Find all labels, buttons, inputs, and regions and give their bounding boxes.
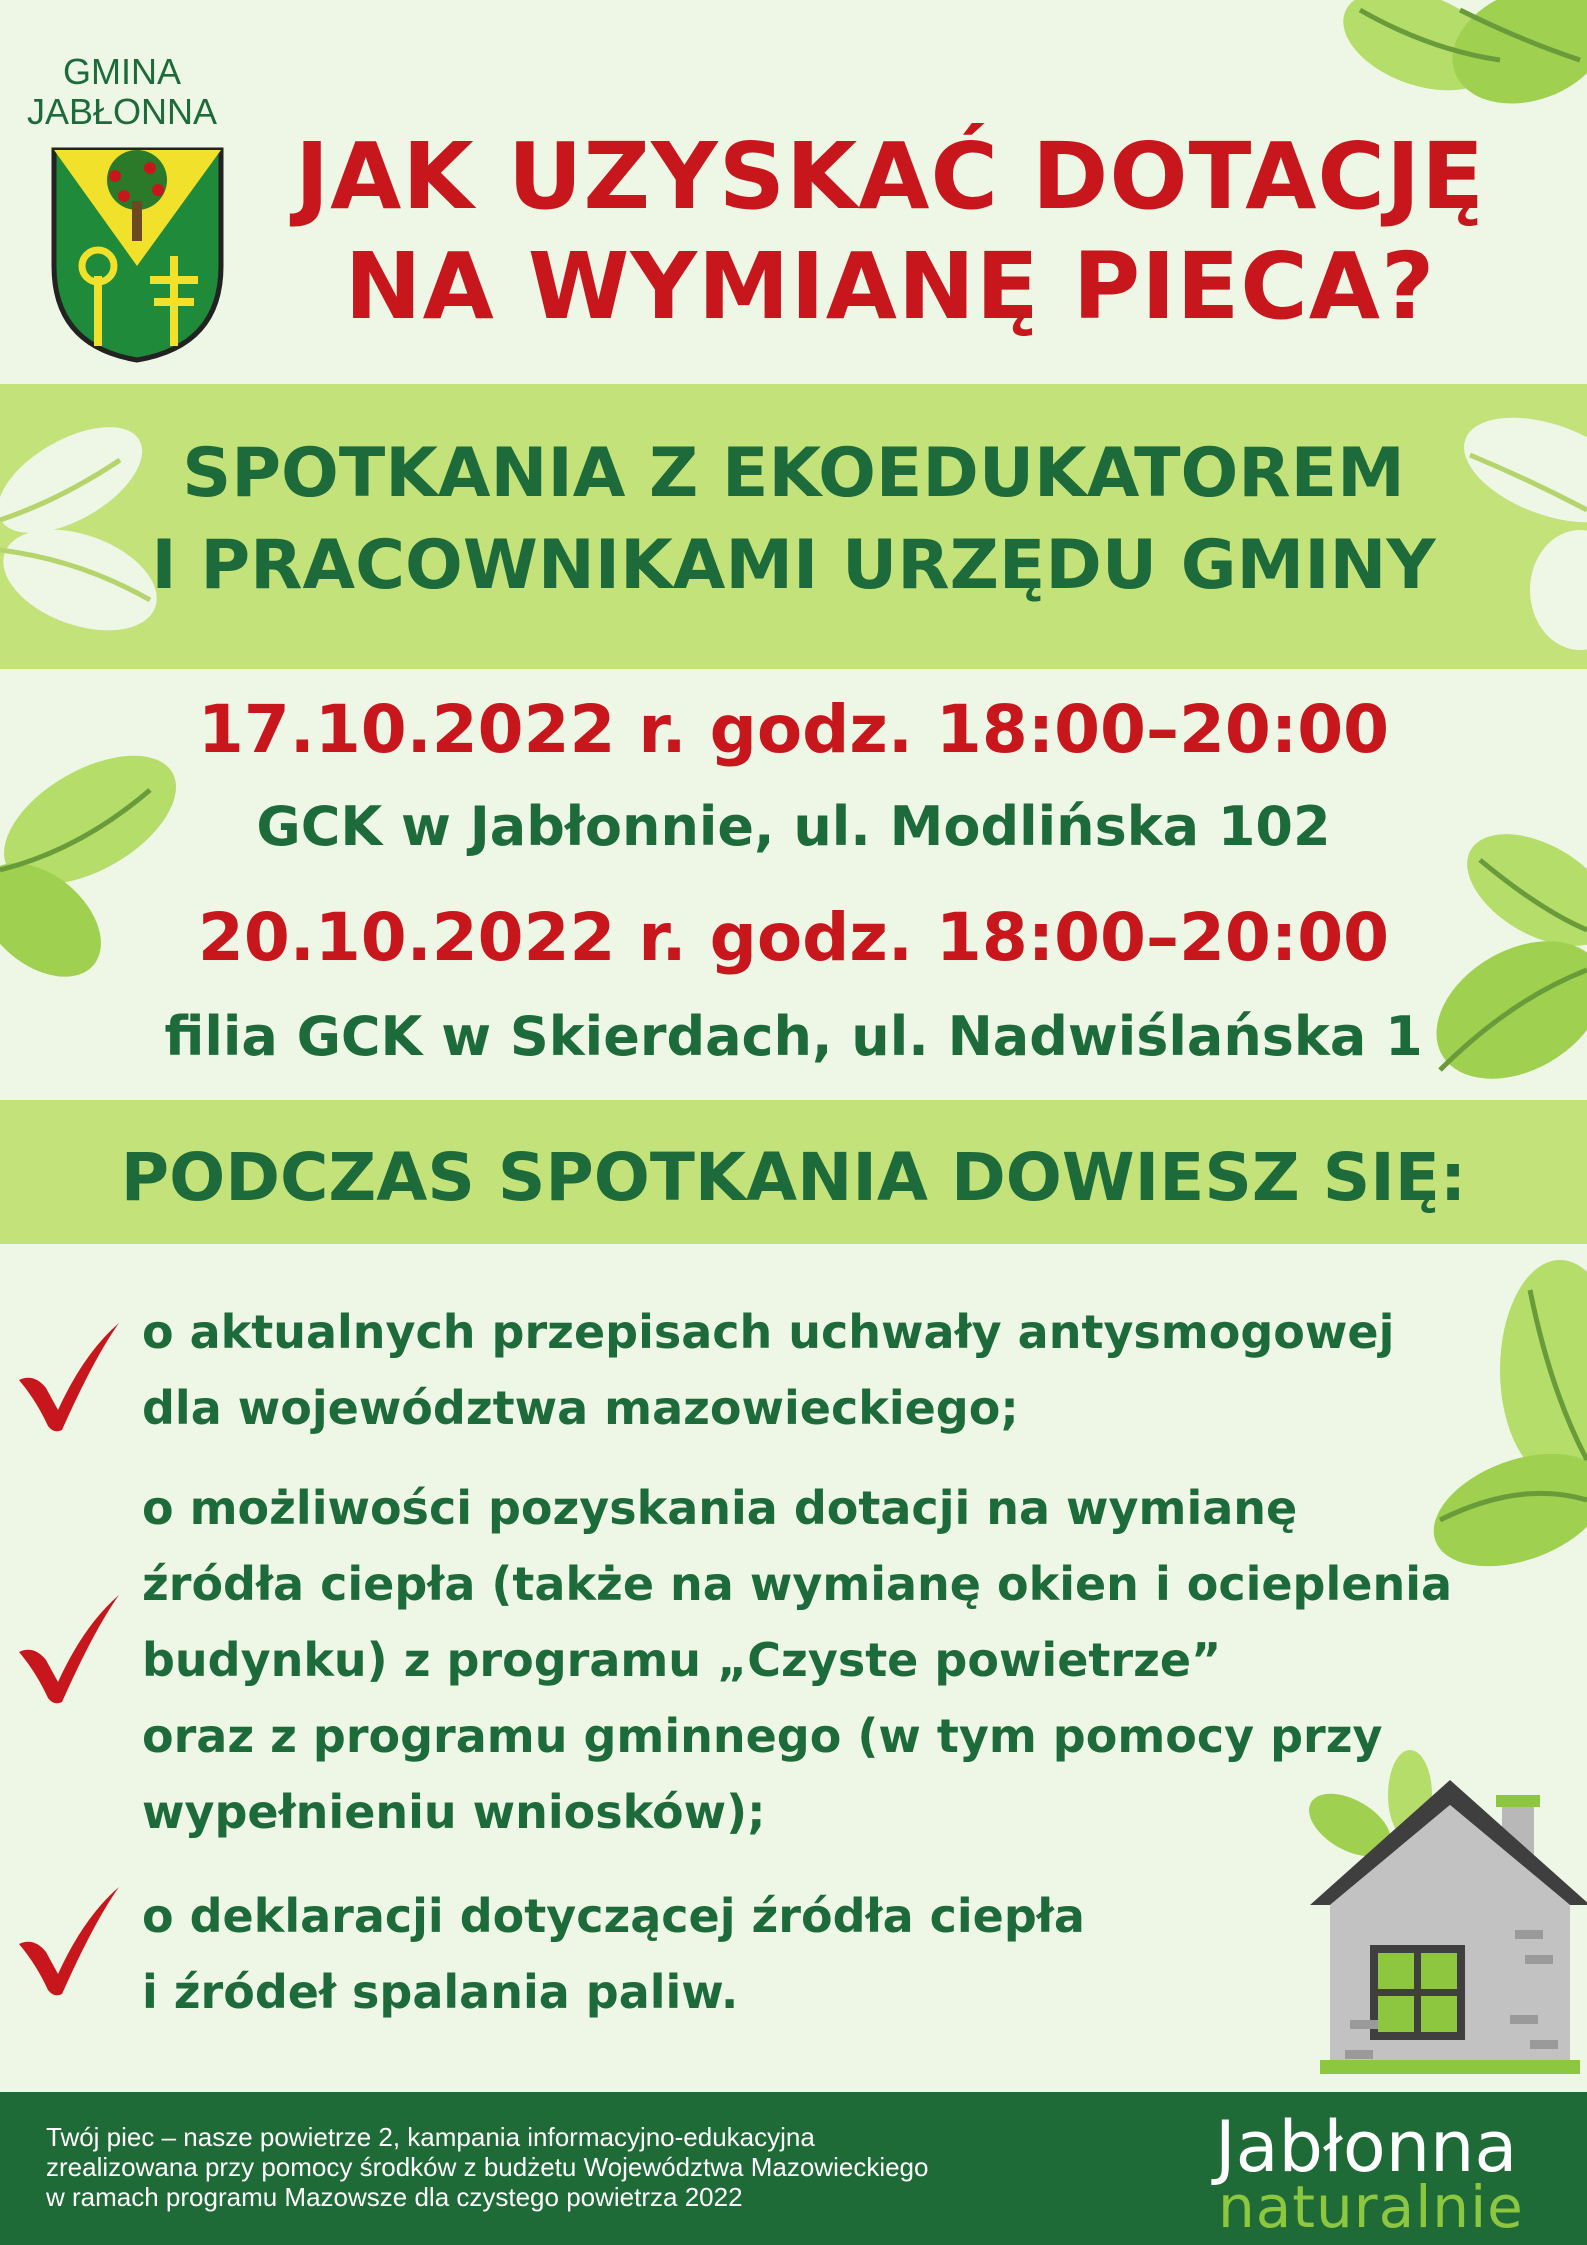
title-line-1: JAK UZYSKAĆ DOTACJĘ xyxy=(294,123,1486,230)
meetings-heading-line-2: I PRACOWNIKAMI URZĘDU GMINY xyxy=(151,526,1436,605)
checkmark-icon xyxy=(14,1882,124,2000)
footer-line-1: Twój piec – nasze powietrze 2, kampania informacyjno-edukacyjna xyxy=(46,2122,815,2152)
list-item: o deklaracji dotyczącej źródła ciepła i źródeł spalania paliw. xyxy=(142,1889,1085,2019)
footer-line-2: zrealizowana przy pomocy środków z budżetu Województwa Mazowieckiego xyxy=(46,2152,929,2182)
page-title xyxy=(220,122,1560,342)
brand-logo-line-2: naturalnie xyxy=(1218,2173,1524,2241)
house-icon xyxy=(1290,1720,1587,2080)
meetings-heading-line-1: SPOTKANIA Z EKOEDUKATOREM xyxy=(182,434,1405,513)
meeting-2-date: 20.10.2022 r. godz. 18:00–20:00 xyxy=(197,899,1390,976)
footer-text xyxy=(46,2122,1166,2212)
meeting-1-date: 17.10.2022 r. godz. 18:00–20:00 xyxy=(197,691,1390,768)
checkmark-icon xyxy=(14,1318,124,1436)
footer-line-3: w ramach programu Mazowsze dla czystego powietrza 2022 xyxy=(46,2182,743,2212)
list-item: o możliwości pozyskania dotacji na wymianę źródła ciepła (także na wymianę okien i ocieplenia budynku) z programu „Czyste powietrze” oraz z programu gminnego (w tym pomocy przy wypełnieniu wniosków); xyxy=(142,1481,1453,1839)
leaf-icon xyxy=(1300,0,1587,130)
logo-line-1: GMINA xyxy=(62,51,181,92)
meeting-2-place: filia GCK w Skierdach, ul. Nadwiślańska 1 xyxy=(164,1005,1423,1068)
meeting-1-place: GCK w Jabłonnie, ul. Modlińska 102 xyxy=(256,795,1331,858)
logo-text xyxy=(22,52,222,132)
list-item: o aktualnych przepisach uchwały antysmogowej dla województwa mazowieckiego; xyxy=(142,1305,1395,1435)
leaf-icon xyxy=(1420,1260,1587,1570)
meetings-heading xyxy=(0,428,1587,612)
coat-of-arms-icon xyxy=(50,146,225,364)
checkmark-icon xyxy=(14,1590,124,1708)
brand-logo-line-1: Jabłonna xyxy=(1215,2106,1518,2188)
learn-heading: PODCZAS SPOTKANIA DOWIESZ SIĘ: xyxy=(120,1139,1467,1216)
logo-line-2: JABŁONNA xyxy=(26,91,218,132)
title-line-2: NA WYMIANĘ PIECA? xyxy=(344,233,1436,340)
